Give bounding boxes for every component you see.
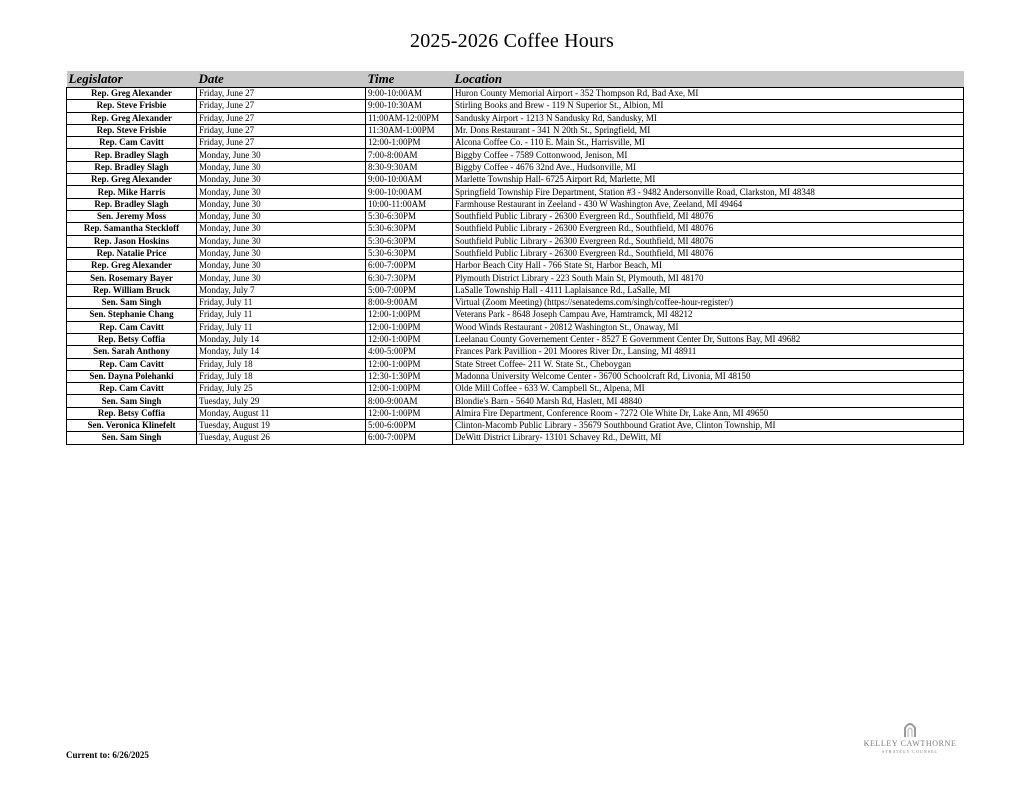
legislator-cell: Sen. Dayna Polehanki <box>67 370 197 382</box>
date-cell: Friday, July 25 <box>197 383 366 395</box>
time-cell: 6:00-7:00PM <box>366 260 453 272</box>
table-row <box>67 186 964 198</box>
time-cell: 5:30-6:30PM <box>366 247 453 259</box>
time-cell: 9:00-10:00AM <box>366 88 453 100</box>
legislator-cell: Rep. Betsy Coffia <box>67 407 197 419</box>
date-cell: Monday, June 30 <box>197 247 366 259</box>
location-cell: Farmhouse Restaurant in Zeeland - 430 W Washington Ave, Zeeland, MI 49464 <box>453 198 964 210</box>
table-row <box>67 395 964 407</box>
legislator-cell: Rep. Cam Cavitt <box>67 383 197 395</box>
table-header-row <box>67 71 964 88</box>
location-cell: Almira Fire Department, Conference Room - 7272 Ole White Dr, Lake Ann, MI 49650 <box>453 407 964 419</box>
table-row <box>67 346 964 358</box>
date-cell: Tuesday, July 29 <box>197 395 366 407</box>
location-cell: Veterans Park - 8648 Joseph Campau Ave, Hamtramck, MI 48212 <box>453 309 964 321</box>
location-cell: LaSalle Township Hall - 4111 Laplaisance Rd., LaSalle, MI <box>453 284 964 296</box>
header-location: Location <box>453 71 964 88</box>
date-cell: Friday, June 27 <box>197 100 366 112</box>
time-cell: 8:00-9:00AM <box>366 395 453 407</box>
legislator-cell: Rep. Cam Cavitt <box>67 137 197 149</box>
legislator-cell: Rep. Samantha Steckloff <box>67 223 197 235</box>
location-cell: Biggby Coffee - 7589 Cottonwood, Jenison, MI <box>453 149 964 161</box>
time-cell: 6:00-7:00PM <box>366 432 453 444</box>
legislator-cell: Rep. William Bruck <box>67 284 197 296</box>
date-cell: Monday, June 30 <box>197 223 366 235</box>
legislator-cell: Sen. Veronica Klinefelt <box>67 420 197 432</box>
time-cell: 10:00-11:00AM <box>366 198 453 210</box>
location-cell: Madonna University Welcome Center - 36700 Schoolcraft Rd, Livonia, MI 48150 <box>453 370 964 382</box>
time-cell: 5:30-6:30PM <box>366 235 453 247</box>
legislator-cell: Rep. Greg Alexander <box>67 260 197 272</box>
legislator-cell: Rep. Cam Cavitt <box>67 321 197 333</box>
table-row <box>67 223 964 235</box>
date-cell: Monday, June 30 <box>197 260 366 272</box>
time-cell: 9:00-10:30AM <box>366 100 453 112</box>
table-row <box>67 235 964 247</box>
location-cell: Mr. Dons Restaurant - 341 N 20th St., Springfield, MI <box>453 124 964 136</box>
table-row <box>67 198 964 210</box>
time-cell: 7:00-8:00AM <box>366 149 453 161</box>
time-cell: 12:00-1:00PM <box>366 309 453 321</box>
date-cell: Monday, June 30 <box>197 161 366 173</box>
date-cell: Monday, July 14 <box>197 333 366 345</box>
date-cell: Friday, July 18 <box>197 358 366 370</box>
date-cell: Friday, June 27 <box>197 112 366 124</box>
time-cell: 5:00-6:00PM <box>366 420 453 432</box>
legislator-cell: Rep. Cam Cavitt <box>67 358 197 370</box>
location-cell: Southfield Public Library - 26300 Evergreen Rd., Southfield, MI 48076 <box>453 223 964 235</box>
location-cell: Alcona Coffee Co. - 110 E. Main St., Harrisville, MI <box>453 137 964 149</box>
table-row <box>67 272 964 284</box>
time-cell: 12:00-1:00PM <box>366 358 453 370</box>
legislator-cell: Sen. Jeremy Moss <box>67 210 197 222</box>
date-cell: Monday, June 30 <box>197 235 366 247</box>
table-row <box>67 432 964 444</box>
location-cell: Virtual (Zoom Meeting) (https://senatedems.com/singh/coffee-hour-register/) <box>453 297 964 309</box>
location-cell: Springfield Township Fire Department, Station #3 - 9482 Andersonville Road, Clarkston, MI 48348 <box>453 186 964 198</box>
time-cell: 12:00-1:00PM <box>366 407 453 419</box>
table-row <box>67 137 964 149</box>
page-title: 2025-2026 Coffee Hours <box>410 30 614 52</box>
header-time: Time <box>366 71 453 88</box>
table-row <box>67 161 964 173</box>
table-row <box>67 284 964 296</box>
legislator-cell: Rep. Steve Frisbie <box>67 100 197 112</box>
location-cell: Huron County Memorial Airport - 352 Thompson Rd, Bad Axe, MI <box>453 88 964 100</box>
table-row <box>67 100 964 112</box>
location-cell: Leelanau County Governement Center - 8527 E Government Center Dr, Suttons Bay, MI 49682 <box>453 333 964 345</box>
time-cell: 5:00-7:00PM <box>366 284 453 296</box>
location-cell: Clinton-Macomb Public Library - 35679 Southbound Gratiot Ave, Clinton Township, MI <box>453 420 964 432</box>
table-row <box>67 124 964 136</box>
date-cell: Tuesday, August 19 <box>197 420 366 432</box>
location-cell: State Street Coffee- 211 W. State St., Cheboygan <box>453 358 964 370</box>
location-cell: Stirling Books and Brew - 119 N Superior St., Albion, MI <box>453 100 964 112</box>
table-body <box>67 88 964 445</box>
legislator-cell: Rep. Greg Alexander <box>67 88 197 100</box>
table-row <box>67 247 964 259</box>
legislator-cell: Rep. Greg Alexander <box>67 174 197 186</box>
table-row <box>67 309 964 321</box>
date-cell: Friday, June 27 <box>197 137 366 149</box>
location-cell: Marlette Township Hall- 6725 Airport Rd, Marlette, MI <box>453 174 964 186</box>
location-cell: Frances Park Pavillion - 201 Moores River Dr., Lansing, MI 48911 <box>453 346 964 358</box>
table-row <box>67 420 964 432</box>
table-row <box>67 260 964 272</box>
legislator-cell: Sen. Sam Singh <box>67 297 197 309</box>
legislator-cell: Rep. Mike Harris <box>67 186 197 198</box>
date-cell: Friday, July 11 <box>197 297 366 309</box>
coffee-hours-table <box>66 71 964 445</box>
date-cell: Monday, July 7 <box>197 284 366 296</box>
legislator-cell: Rep. Jason Hoskins <box>67 235 197 247</box>
location-cell: Olde Mill Coffee - 633 W. Campbell St., Alpena, MI <box>453 383 964 395</box>
location-cell: Wood Winds Restaurant - 20812 Washington St., Onaway, MI <box>453 321 964 333</box>
legislator-cell: Sen. Sam Singh <box>67 432 197 444</box>
table-row <box>67 333 964 345</box>
location-cell: Biggby Coffee - 4676 32nd Ave., Hudsonville, MI <box>453 161 964 173</box>
date-cell: Monday, August 11 <box>197 407 366 419</box>
table-row <box>67 112 964 124</box>
table-row <box>67 149 964 161</box>
location-cell: Southfield Public Library - 26300 Evergreen Rd., Southfield, MI 48076 <box>453 235 964 247</box>
logo-subtitle: STRATEGY COUNSEL <box>882 749 938 754</box>
legislator-cell: Rep. Bradley Slagh <box>67 149 197 161</box>
time-cell: 12:00-1:00PM <box>366 137 453 149</box>
date-cell: Friday, July 11 <box>197 309 366 321</box>
legislator-cell: Sen. Stephanie Chang <box>67 309 197 321</box>
time-cell: 5:30-6:30PM <box>366 210 453 222</box>
date-cell: Monday, June 30 <box>197 149 366 161</box>
time-cell: 11:30AM-1:00PM <box>366 124 453 136</box>
header-date: Date <box>197 71 366 88</box>
table-row <box>67 88 964 100</box>
date-cell: Friday, July 11 <box>197 321 366 333</box>
table-row <box>67 358 964 370</box>
location-cell: Sandusky Airport - 1213 N Sandusky Rd, Sandusky, MI <box>453 112 964 124</box>
time-cell: 12:30-1:30PM <box>366 370 453 382</box>
table-row <box>67 407 964 419</box>
time-cell: 12:00-1:00PM <box>366 333 453 345</box>
legislator-cell: Rep. Natalie Price <box>67 247 197 259</box>
time-cell: 5:30-6:30PM <box>366 223 453 235</box>
legislator-cell: Sen. Rosemary Bayer <box>67 272 197 284</box>
date-cell: Friday, June 27 <box>197 124 366 136</box>
table-row <box>67 370 964 382</box>
date-cell: Monday, June 30 <box>197 198 366 210</box>
date-cell: Monday, June 30 <box>197 210 366 222</box>
date-cell: Monday, June 30 <box>197 186 366 198</box>
location-cell: DeWitt District Library- 13101 Schavey Rd., DeWitt, MI <box>453 432 964 444</box>
time-cell: 11:00AM-12:00PM <box>366 112 453 124</box>
date-cell: Monday, June 30 <box>197 174 366 186</box>
table-row <box>67 383 964 395</box>
time-cell: 4:00-5:00PM <box>366 346 453 358</box>
time-cell: 8:30-9:30AM <box>366 161 453 173</box>
time-cell: 12:00-1:00PM <box>366 383 453 395</box>
location-cell: Blondie's Barn - 5640 Marsh Rd, Haslett, MI 48840 <box>453 395 964 407</box>
table-row <box>67 174 964 186</box>
time-cell: 9:00-10:00AM <box>366 186 453 198</box>
table-row <box>67 210 964 222</box>
location-cell: Harbor Beach City Hall - 766 State St, Harbor Beach, MI <box>453 260 964 272</box>
header-legislator: Legislator <box>67 71 197 88</box>
time-cell: 6:30-7:30PM <box>366 272 453 284</box>
arch-icon <box>902 720 918 738</box>
legislator-cell: Sen. Sarah Anthony <box>67 346 197 358</box>
location-cell: Plymouth District Library - 223 South Main St, Plymouth, MI 48170 <box>453 272 964 284</box>
legislator-cell: Sen. Sam Singh <box>67 395 197 407</box>
table-row <box>67 297 964 309</box>
time-cell: 8:00-9:00AM <box>366 297 453 309</box>
date-cell: Monday, July 14 <box>197 346 366 358</box>
time-cell: 12:00-1:00PM <box>366 321 453 333</box>
logo-brand: KELLEY CAWTHORNE <box>863 739 957 748</box>
legislator-cell: Rep. Bradley Slagh <box>67 161 197 173</box>
date-cell: Monday, June 30 <box>197 272 366 284</box>
kelley-cawthorne-logo <box>862 720 958 754</box>
legislator-cell: Rep. Bradley Slagh <box>67 198 197 210</box>
location-cell: Southfield Public Library - 26300 Evergreen Rd., Southfield, MI 48076 <box>453 210 964 222</box>
legislator-cell: Rep. Greg Alexander <box>67 112 197 124</box>
table-row <box>67 321 964 333</box>
date-cell: Friday, July 18 <box>197 370 366 382</box>
location-cell: Southfield Public Library - 26300 Evergreen Rd., Southfield, MI 48076 <box>453 247 964 259</box>
time-cell: 9:00-10:00AM <box>366 174 453 186</box>
date-cell: Tuesday, August 26 <box>197 432 366 444</box>
legislator-cell: Rep. Steve Frisbie <box>67 124 197 136</box>
current-date-note: Current to: 6/26/2025 <box>66 750 149 760</box>
date-cell: Friday, June 27 <box>197 88 366 100</box>
legislator-cell: Rep. Betsy Coffia <box>67 333 197 345</box>
